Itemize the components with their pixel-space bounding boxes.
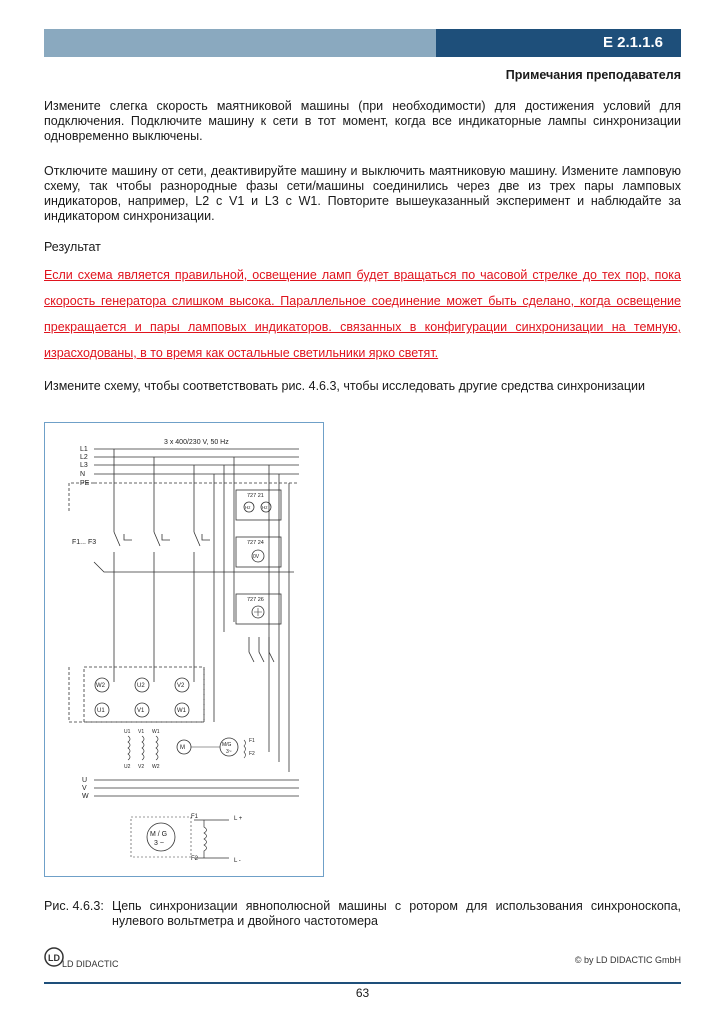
mg-small: M/G [222,742,232,748]
meter-sync-code: 727 26 [247,597,264,603]
terminal-u2: U2 [137,683,145,689]
logo-text: LD DIDACTIC [62,959,119,969]
line-n: N [80,471,86,478]
winding-v1: V1 [138,729,145,735]
copyright: © by LD DIDACTIC GmbH [574,955,681,965]
terminal-v1: V1 [137,708,145,714]
result-text: Если схема является правильной, освещение ламп будет вращаться по часовой стрелке до тех пор, пока скорость генератора слишком высока. Параллельное соединение может быть сделано, когда освещение прекращается и пары ламповых индикаторов. связанных в конфигурации синхронизации на темную, израсходованы, в то время как остальные светильники ярко светят. [44,268,681,360]
meter-freq-code: 727 21 [247,493,264,499]
volt-label: 0V [253,554,260,560]
footer-divider [44,982,681,984]
l-minus: L - [234,858,241,864]
f2-small: F2 [249,751,255,757]
meter-volt-code: 727 24 [247,540,264,546]
caption-text: Цепь синхронизации явнополюсной машины с ротором для использования синхроноскопа, нулевого вольтметра и двойного частотомера [112,899,681,928]
mg-small-3: 3~ [226,749,232,755]
paragraph-3: Измените схему, чтобы соответствовать рис. 4.6.3, чтобы исследовать другие средства синхронизации [44,379,646,393]
circuit-diagram [44,422,324,877]
line-l1: L1 [80,446,88,453]
motor-small: M [180,745,185,751]
winding-w1: W1 [152,729,160,735]
line-l3: L3 [80,462,88,469]
terminal-w2: W2 [96,683,105,689]
bus-u: U [82,777,88,784]
header-bar [44,29,436,57]
logo-mark: LD [48,953,60,963]
winding-v2: V2 [138,764,145,770]
paragraph-2: Отключите машину от сети, деактивируйте машину и выключить маятниковую машину. Измените ламповую схему, так чтобы разнородные фазы сети/машины соединились через две из трех пары ламповых индикаторов, например, L2 с V1 и L3 с W1. Повторите вышеуказанный эксперимент и наблюдайте за индикатором синхронизации. [44,164,681,223]
terminal-v2: V2 [177,683,185,689]
f1-small: F1 [249,738,255,744]
line-l2: L2 [80,454,88,461]
terminal-w1: W1 [177,708,186,714]
hz-label-2: Hz [262,505,268,510]
fuse-label: F1... F3 [72,539,97,546]
bus-w: W [82,793,89,800]
result-label: Результат [44,240,101,254]
f2-large: F2 [191,856,199,862]
terminal-u1: U1 [97,708,105,714]
winding-w2: W2 [152,764,160,770]
line-pe: PE [80,480,90,487]
mg-large: M / G [150,831,168,838]
mg-large-3: 3 ~ [154,840,164,847]
winding-u1: U1 [124,729,131,735]
l-plus: L + [234,816,243,822]
page-number: 63 [355,986,370,1000]
hz-label-1: Hz [245,505,251,510]
winding-u2: U2 [124,764,131,770]
paragraph-1: Измените слегка скорость маятниковой машины (при необходимости) для достижения условий для подключения. Подключите машину к сети в тот момент, когда все индикаторные лампы синхронизации одновременно выключены. [44,99,681,143]
bus-v: V [82,785,87,792]
header-code: E 2.1.1.6 [436,29,681,57]
page-subtitle: Примечания преподавателя [505,68,681,82]
f1-large: F1 [191,814,199,820]
caption-label: Рис. 4.6.3: [44,899,104,913]
supply-label: 3 x 400/230 V, 50 Hz [164,439,229,446]
